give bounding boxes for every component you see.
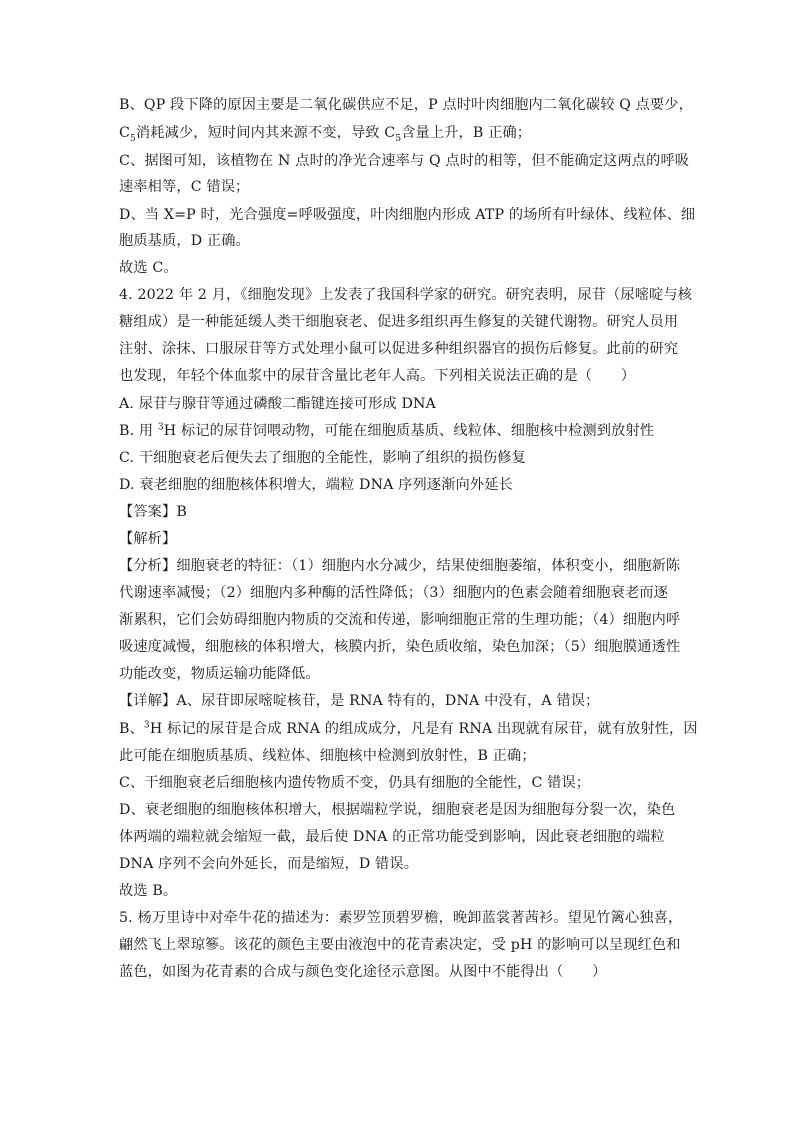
answer-label: 【答案】B: [119, 504, 187, 520]
text-line: C、据图可知，该植物在 N 点时的净光合速率与 Q 点时的相等，但不能确定这两点的呼吸: [119, 153, 690, 169]
text-line: 翩然飞上翠琼篸。该花的颜色主要由液泡中的花青素决定，受 pH 的影响可以呈现红色和: [119, 937, 681, 953]
text-line: 胞质基质，D 正确。: [119, 233, 250, 249]
text-line: 故选 B。: [119, 883, 178, 899]
text-line: B、QP 段下降的原因主要是二氧化碳供应不足，P 点时叶肉细胞内二氧化碳较 Q 点要少，: [119, 97, 693, 113]
text-line: 体两端的端粒就会缩短一截，最后使 DNA 的正常功能受到影响，因此衰老细胞的端粒: [119, 829, 665, 845]
text-line: 速率相等，C 错误；: [119, 179, 250, 195]
detail-section: 【详解】A、尿苷即尿嘧啶核苷，是 RNA 特有的，DNA 中没有，A 错误；: [119, 693, 600, 709]
text-line: 此可能在细胞质基质、线粒体、细胞核中检测到放射性，B 正确；: [119, 748, 536, 764]
option-a: A. 尿苷与腺苷等通过磷酸二酯键连接可形成 DNA: [119, 396, 436, 412]
text-line: 也发现，年轻个体血浆中的尿苷含量比老年人高。下列相关说法正确的是（ ）: [119, 368, 636, 384]
option-d: D. 衰老细胞的细胞核体积增大，端粒 DNA 序列逐渐向外延长: [119, 477, 513, 493]
option-b: B. 用 $^3$H 标记的尿苷饲喂动物，可能在细胞质基质、线粒体、细胞核中检测到放射性: [119, 422, 655, 439]
question-4-stem: 4. 2022 年 2 月，《细胞发现》上发表了我国科学家的研究。研究表明，尿苷（尿嘧啶与核: [119, 287, 693, 303]
question-5-stem: 5. 杨万里诗中对牵牛花的描述为：素罗笠顶碧罗檐，晚卸蓝裳著茜衫。望见竹篱心独喜，: [119, 910, 683, 926]
text-line: DNA 序列不会向外延长，而是缩短，D 错误。: [119, 856, 419, 872]
text-line: 渐累积，它们会妨碍细胞内物质的交流和传递，影响细胞正常的生理功能；（4）细胞内呼: [119, 612, 681, 628]
text-line: B、$^3$H 标记的尿苷是合成 RNA 的组成成分，凡是有 RNA 出现就有尿苷，就有放射性，因: [119, 720, 698, 737]
option-c: C. 干细胞衰老后便失去了细胞的全能性，影响了组织的损伤修复: [119, 450, 526, 466]
text-line: 蓝色，如图为花青素的合成与颜色变化途径示意图。从图中不能得出（ ）: [119, 964, 607, 980]
text-line: 代谢速率减慢；（2）细胞内多种酶的活性降低；（3）细胞内的色素会随着细胞衰老而逐: [119, 585, 668, 601]
text-line: 故选 C。: [119, 260, 178, 276]
text-line: D、衰老细胞的细胞核体积增大，根据端粒学说，细胞衰老是因为细胞每分裂一次，染色: [119, 802, 676, 818]
text-line: C、干细胞衰老后细胞核内遗传物质不变，仍具有细胞的全能性，C 错误；: [119, 775, 591, 791]
text-line: 吸速度减慢，细胞核的体积增大，核膜内折，染色质收缩，染色加深；（5）细胞膜通透性: [119, 639, 681, 655]
text-line: 糖组成）是一种能延缓人类干细胞衰老、促进多组织再生修复的关键代谢物。研究人员用: [119, 314, 679, 330]
text-line: $C_5$消耗减少，短时间内其来源不变，导致 $C_5$含量上升，B 正确；: [119, 125, 532, 144]
analysis-section: 【分析】细胞衰老的特征：（1）细胞内水分减少，结果使细胞萎缩，体积变小，细胞新陈: [119, 558, 681, 574]
text-line: 功能改变，物质运输功能降低。: [119, 666, 320, 682]
text-line: D、当 X=P 时，光合强度=呼吸强度，叶肉细胞内形成 ATP 的场所有叶绿体、线粒体、细: [119, 207, 696, 223]
text-line: 注射、涂抹、口服尿苷等方式处理小鼠可以促进多种组织器官的损伤后修复。此前的研究: [119, 341, 679, 357]
analysis-heading: 【解析】: [119, 531, 177, 547]
